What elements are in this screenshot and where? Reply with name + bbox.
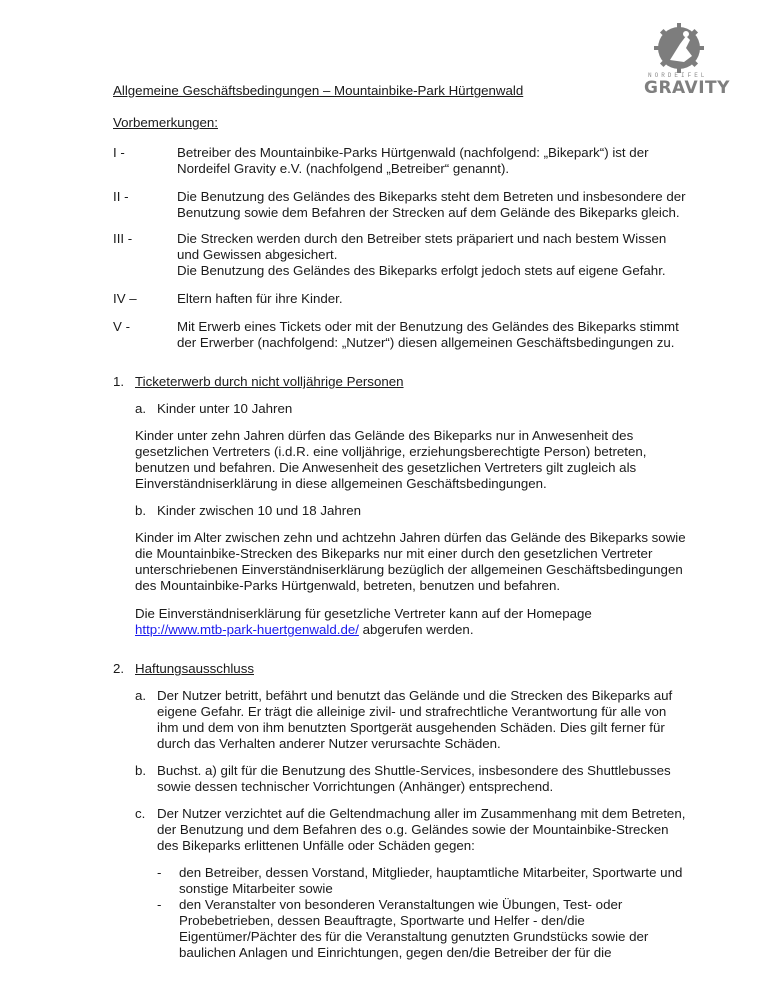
item-line: durch das Verhalten anderer Nutzer verursachte Schäden.	[157, 736, 501, 751]
subsection-label: a.	[135, 401, 147, 416]
gear-rider-icon	[640, 22, 718, 74]
item-line: eigene Gefahr. Er trägt die alleinige zivil- und strafrechtliche Verantwortung für alle von	[157, 704, 667, 719]
bullet-line: den Veranstalter von besonderen Veranstaltungen wie Übungen, Test- oder	[179, 897, 623, 912]
item-line: Buchst. a) gilt für die Benutzung des Shuttle-Services, insbesondere des Shuttlebusses	[157, 763, 671, 778]
section-heading: Haftungsausschluss	[135, 661, 254, 676]
bullet-line: den Betreiber, dessen Vorstand, Mitglieder, hauptamtliche Mitarbeiter, Sportwarte und	[179, 865, 683, 880]
item-line: Die Strecken werden durch den Betreiber stets präpariert und nach bestem Wissen	[177, 231, 667, 246]
item-line: und Gewissen abgesichert.	[177, 247, 338, 262]
item-line: sowie dessen technischer Vorrichtungen (Anhänger) entsprechend.	[157, 779, 554, 794]
paragraph-line: benutzen und befahren. Die Anwesenheit des gesetzlichen Vertreters gilt zugleich als	[135, 460, 637, 475]
item-label: a.	[135, 688, 147, 703]
subsection-title: Kinder zwischen 10 und 18 Jahren	[157, 503, 362, 518]
document-title: Allgemeine Geschäftsbedingungen – Mountainbike-Park Hürtgenwald	[113, 83, 524, 98]
item-line: des Bikeparks erlittenen Unfälle oder Schäden gegen:	[157, 838, 475, 853]
homepage-line	[135, 622, 474, 638]
item-line: Benutzung sowie dem Befahren der Strecken auf dem Gelände des Bikeparks gleich.	[177, 205, 680, 220]
bullet-line: baulichen Anlagen und Einrichtungen, gegen den/die Betreiber der für die	[179, 945, 612, 960]
item-line: Die Benutzung des Geländes des Bikeparks erfolgt jedoch stets auf eigene Gefahr.	[177, 263, 666, 278]
item-line: Eltern haften für ihre Kinder.	[177, 291, 343, 306]
subsection-title: Kinder unter 10 Jahren	[157, 401, 293, 416]
section-heading: Ticketerwerb durch nicht volljährige Personen	[135, 374, 404, 389]
item-label: I -	[113, 145, 125, 160]
bullet-line: Eigentümer/Pächter des für die Veranstaltung genutzten Grundstücks sowie der	[179, 929, 649, 944]
paragraph-line: gesetzlichen Vertreters (i.d.R. eine volljährige, erziehungsberechtigte Person) betreten,	[135, 444, 647, 459]
section-number: 2.	[113, 661, 125, 676]
item-label: II -	[113, 189, 129, 204]
item-line: Der Nutzer verzichtet auf die Geltendmachung aller im Zusammenhang mit dem Betreten,	[157, 806, 686, 821]
paragraph-line: die Mountainbike-Strecken des Bikeparks nur mit einer durch den gesetzlichen Vertreter	[135, 546, 653, 561]
paragraph-line: Einverständniserklärung in diese allgemeinen Geschäftsbedingungen.	[135, 476, 547, 491]
bullet-dash: -	[157, 897, 162, 912]
nordeifel-gravity-logo	[640, 22, 730, 100]
paragraph-line: Die Einverständniserklärung für gesetzliche Vertreter kann auf der Homepage	[135, 606, 592, 621]
preamble-heading: Vorbemerkungen:	[113, 115, 218, 130]
item-label: III -	[113, 231, 133, 246]
logo-subtitle: NORDEIFEL	[648, 72, 708, 79]
item-line: der Erwerber (nachfolgend: „Nutzer“) diesen allgemeinen Geschäftsbedingungen zu.	[177, 335, 675, 350]
section-number: 1.	[113, 374, 125, 389]
item-line: Betreiber des Mountainbike-Parks Hürtgenwald (nachfolgend: „Bikepark“) ist der	[177, 145, 649, 160]
item-line: ihm und dem von ihm benutzten Sportgerät ausgehenden Schäden. Dies gilt ferner für	[157, 720, 665, 735]
item-line: Mit Erwerb eines Tickets oder mit der Benutzung des Geländes des Bikeparks stimmt	[177, 319, 679, 334]
item-label: b.	[135, 763, 147, 778]
bullet-line: sonstige Mitarbeiter sowie	[179, 881, 333, 896]
item-label: c.	[135, 806, 146, 821]
homepage-link[interactable]: http://www.mtb-park-huertgenwald.de/	[135, 622, 359, 637]
bullet-line: Probebetrieben, dessen Beauftragte, Sportwarte und Helfer - den/die	[179, 913, 585, 928]
item-line: Nordeifel Gravity e.V. (nachfolgend „Betreiber“ genannt).	[177, 161, 510, 176]
logo-title: GRAVITY	[644, 78, 730, 98]
paragraph-line: des Mountainbike-Parks Hürtgenwald, betreten, benutzen und befahren.	[135, 578, 561, 593]
link-suffix: abgerufen werden.	[358, 622, 474, 637]
item-line: der Benutzung und dem Befahren des o.g. Geländes sowie der Mountainbike-Strecken	[157, 822, 669, 837]
paragraph-line: Kinder unter zehn Jahren dürfen das Gelände des Bikeparks nur in Anwesenheit des	[135, 428, 634, 443]
paragraph-line: Kinder im Alter zwischen zehn und achtzehn Jahren dürfen das Gelände des Bikeparks sowie	[135, 530, 686, 545]
bullet-dash: -	[157, 865, 162, 880]
subsection-label: b.	[135, 503, 147, 518]
item-label: V -	[113, 319, 130, 334]
item-line: Die Benutzung des Geländes des Bikeparks steht dem Betreten und insbesondere der	[177, 189, 686, 204]
item-line: Der Nutzer betritt, befährt und benutzt das Gelände und die Strecken des Bikeparks auf	[157, 688, 673, 703]
item-label: IV –	[113, 291, 137, 306]
paragraph-line: unterschriebenen Einverständniserklärung bezüglich der allgemeinen Geschäftsbedingungen	[135, 562, 683, 577]
